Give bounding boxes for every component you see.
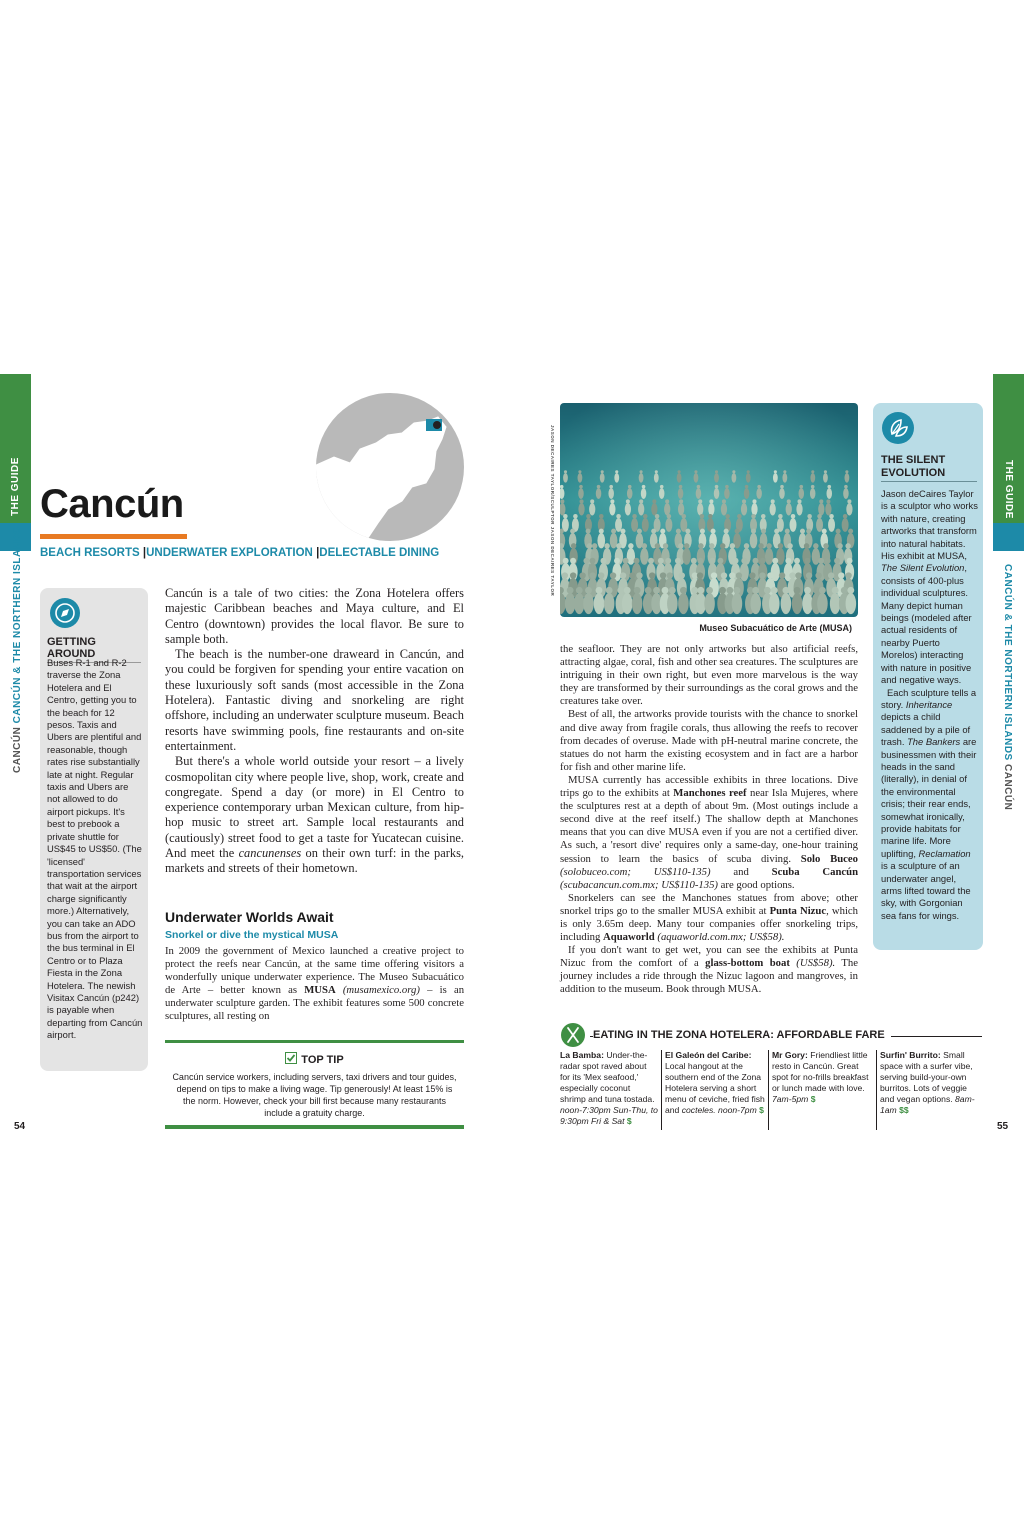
tagline-separator: | bbox=[316, 547, 320, 559]
silent-evolution-title: THE SILENT EVOLUTION bbox=[881, 454, 977, 482]
eating-item: El Galeón del Caribe: Local hangout at the southern end of the Zona Hotelera serving a short menu of ceviche, fried fish and cocteles. noon-7pm $ bbox=[665, 1050, 765, 1115]
page-number-left: 54 bbox=[14, 1121, 26, 1132]
top-tip-heading bbox=[165, 1052, 464, 1066]
silent-evolution-text bbox=[881, 488, 978, 922]
musa-paragraph: If you don't want to get wet, you can see the exhibits at Punta Nizuc from the comfort of a glass-bottom boat (US$58). The journey includes a ride through the Nizuc lagoon and mangroves, in addition to the museum. Book through MUSA. bbox=[560, 944, 859, 996]
musa-intro-text bbox=[165, 945, 464, 1024]
locator-map bbox=[316, 393, 464, 541]
photo-caption: Museo Subacuático de Arte (MUSA) bbox=[699, 623, 852, 633]
musa-paragraph: Best of all, the artworks provide tourists with the chance to snorkel and dive away from fragile corals, thus allowing the reefs to recover from decades of overuse. Made with pH-neutral marine concrete, the statues do not harm the existing ecosystem and in fact are a harbor for fish and other marine life. bbox=[560, 708, 858, 773]
top-tip-rule-bottom bbox=[165, 1125, 464, 1129]
eating-divider bbox=[876, 1050, 877, 1130]
leaves-icon bbox=[882, 412, 914, 444]
musa-text bbox=[560, 643, 858, 997]
tagline-underwater-exploration: UNDERWATER EXPLORATION bbox=[146, 547, 313, 559]
intro-paragraph: But there's a whole world outside your resort – a lively cosmopolitan city where people live, shop, work, create and congregate. Spend a day (or more) in El Centro to experience contemporary urban Mexican culture, from hip-hop music to street art. Sample local restaurants and (cautiously) street food to get a taste for Yucatecan cuisine. And meet the cancunenses on their own turf: in the parks, markets and streets of their hometown. bbox=[165, 754, 464, 876]
photo-credit: JASON DECAIRES TAYLOR/SCULPTOR JASON DECAIRES TAYLOR bbox=[550, 425, 555, 597]
page-number-right: 55 bbox=[997, 1121, 1009, 1132]
right-tab-section-marker bbox=[993, 523, 1024, 551]
getting-around-title: GETTING AROUND bbox=[47, 636, 141, 663]
musa-intro-paragraph: In 2009 the government of Mexico launched a creative project to protect the reefs near Cancún, at the same time offering visitors a wonderfully unique underwater experience. The Museo Subacuático de Arte – better known as MUSA (musamexico.org) – is an underwater sculpture garden. The exhibit features some 500 concrete sculptures, all resting on bbox=[165, 945, 465, 1023]
left-tab-section-b: CANCÚN & THE NORTHERN ISLANDS bbox=[12, 526, 23, 724]
musa-paragraph: MUSA currently has accessible exhibits in three locations. Dive trips go to the exhibits at Manchones reef near Isla Mujeres, where the sculptures rest at a depth of about 9m. (Most outings include a second dive at the reef itself.) The shallow depth at Manchones means that you can dive MUSA even if you are not a certified diver. As such, a 'resort dive' requires only a same-day, one-hour training session to learn the basics of scuba diving. Solo Buceo (solobuceo.com; US$110-135) and Scuba Cancún (scubacancun.com.mx; US$110-135) are good options. bbox=[560, 773, 859, 891]
eating-divider bbox=[768, 1050, 769, 1130]
left-tab-guide-label: THE GUIDE bbox=[10, 457, 21, 516]
right-tab-guide-label: THE GUIDE bbox=[1003, 460, 1014, 519]
section-subheading: Snorkel or dive the mystical MUSA bbox=[165, 929, 339, 941]
tagline bbox=[40, 547, 439, 559]
getting-around-text: Buses R-1 and R-2 traverse the Zona Hotelera and El Centro, getting you to the beach for 12 pesos. Taxis and Ubers are plentiful and reasonable, though rates rise substantially late at night. Regular taxis and Ubers are not allowed to do airport pickups. It's best to prebook a private shuttle for US$45 to US$50. (The 'licensed' transportation services that wait at the airport charge significantly more.) Alternatively, you can take an ADO bus from the airport to the bus terminal in El Centro or to Plaza Fiesta in the Zona Hotelera. The newish Visitax Cancún (p242) is payable when departing from Cancún airport. bbox=[47, 657, 143, 1041]
right-tab-section-b: CANCÚN bbox=[1002, 764, 1013, 811]
fork-knife-icon bbox=[561, 1023, 585, 1047]
left-tab-section-a: CANCÚN bbox=[12, 726, 23, 773]
intro-paragraph: Cancún is a tale of two cities: the Zona Hotelera offers majestic Caribbean beaches and Maya culture, and El Centro (downtown) provides the local flavor. Be sure to sample both. bbox=[165, 586, 464, 646]
musa-paragraph: the seafloor. They are not only artworks but also artificial reefs, attracting algae, coral, fish and other sea creatures. The sculptures are intriguing in their own right, but even more marvelous is the way they are transformed by their surroundings as the coral grows and the creatures take over. bbox=[560, 643, 858, 708]
intro-paragraph: The beach is the number-one draweard in Cancún, and you could be forgiven for spending your entire vacation on these luxuriously soft sands (most accessible in the Zona Hotelera). Fantastic diving and snorkeling are right offshore, including an underwater sculpture museum. Beach resorts have swimming pools, fine restaurants and on-site entertainment. bbox=[165, 647, 464, 753]
cancun-marker-icon bbox=[433, 421, 441, 429]
eating-divider bbox=[661, 1050, 662, 1130]
silent-evolution-paragraph: Each sculpture tells a story. Inheritance depicts a child saddened by a pile of trash. The Bankers are businessmen with their heads in the sand (literally), in denial of the environmental crisis; their rear ends, somewhat ironically, provide habitats for marine life. More uplifting, Reclamation is a sculpture of an underwater angel, arms lifted toward the sky, with Gorgonian sea fans for wings. bbox=[881, 686, 977, 921]
musa-paragraph: Snorkelers can see the Manchones statues from above; other snorkel trips go to the smaller MUSA exhibit at Punta Nizuc, which is only 3.65m deep. Many tour companies offer snorkeling trips, including Aquaworld (aquaworld.com.mx; US$58). bbox=[560, 891, 859, 944]
top-tip-text: Cancún service workers, including servers, taxi drivers and tour guides, depend on tips to make a living wage. Tip generously! At least 15% is the norm. However, check your bill first because many restaurants include a gratuity charge. bbox=[172, 1072, 457, 1118]
right-tab-section-label bbox=[1002, 564, 1013, 810]
eating-item: La Bamba: Under-the-radar spot raved about for its 'Mex seafood,' especially coconut shrimp and tuna tostada. noon-7:30pm Sun-Thu, to 9:30pm Fri & Sat $ bbox=[560, 1050, 658, 1126]
tagline-delectable-dining: DELECTABLE DINING bbox=[319, 547, 440, 559]
underwater-sculptures-image bbox=[560, 403, 858, 617]
compass-icon bbox=[50, 598, 80, 628]
tagline-separator: | bbox=[142, 547, 147, 559]
tagline-beach-resorts: BEACH RESORTS bbox=[40, 547, 140, 559]
musa-photo bbox=[560, 403, 858, 617]
eating-heading: EATING IN THE ZONA HOTELERA: AFFORDABLE FARE bbox=[593, 1029, 891, 1041]
right-tab-section-a: CANCÚN & THE NORTHERN ISLANDS bbox=[1002, 564, 1013, 761]
top-tip-rule-top bbox=[165, 1040, 464, 1043]
eating-item: Surfin' Burrito: Small space with a surfer vibe, serving build-your-own burritos. Lots of veggie and vegan options. 8am-1am $$ bbox=[880, 1050, 975, 1115]
top-tip-title: TOP TIP bbox=[301, 1054, 344, 1066]
left-tab-section-label bbox=[12, 527, 23, 773]
section-heading: Underwater Worlds Await bbox=[165, 909, 334, 925]
intro-text bbox=[165, 586, 464, 877]
map-landmass bbox=[316, 417, 446, 541]
page-title: Cancún bbox=[40, 482, 184, 526]
title-underline bbox=[40, 534, 187, 539]
silent-evolution-paragraph: Jason deCaires Taylor is a sculptor who works with nature, creating artworks that transform into natural habitats. His exhibit at MUSA, The Silent Evolution, consists of 400-plus individual sculptures. Many depict human beings (modeled after actual residents of nearby Puerto Morelos) interacting with nature in positive and negative ways. bbox=[881, 488, 978, 686]
eating-item: Mr Gory: Friendliest little resto in Cancún. Great spot for no-frills breakfast or lunch made with love. 7am-5pm $ bbox=[772, 1050, 869, 1104]
yucatan-map-icon bbox=[316, 393, 464, 541]
checkbox-icon bbox=[285, 1052, 297, 1064]
